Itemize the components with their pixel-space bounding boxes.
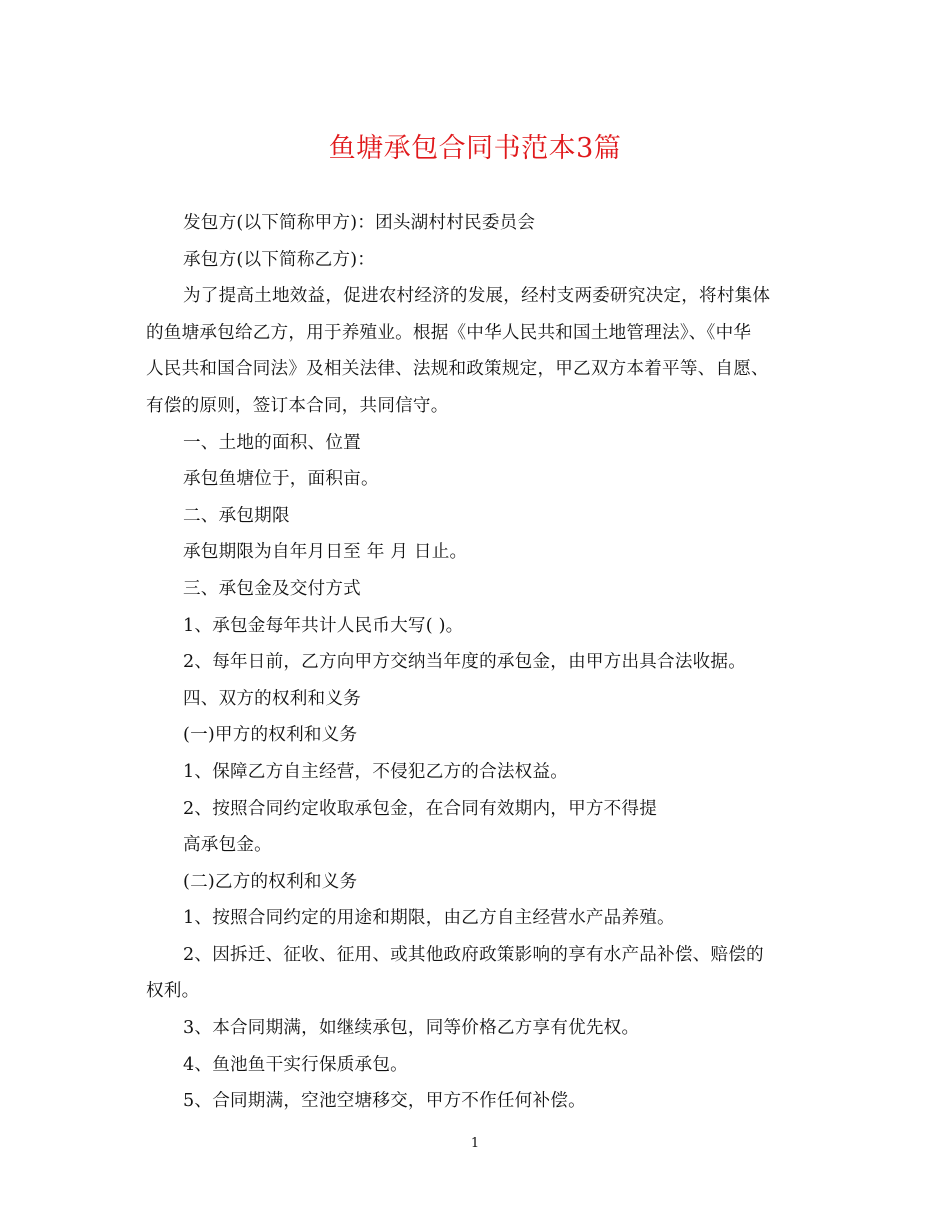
- body-line: 1、按照合同约定的用途和期限，由乙方自主经营水产品养殖。: [183, 908, 675, 929]
- body-line: 二、承包期限: [183, 505, 290, 526]
- body-line: 三、承包金及交付方式: [183, 578, 361, 599]
- body-line: 2、因拆迁、征收、征用、或其他政府政策影响的享有水产品补偿、赔偿的: [183, 944, 764, 965]
- body-line: 5、合同期满，空池空塘移交，甲方不作任何补偿。: [183, 1091, 586, 1112]
- body-line: 的鱼塘承包给乙方，用于养殖业。根据《中华人民共和国土地管理法》、《中华: [146, 322, 752, 343]
- body-line: 4、鱼池鱼干实行保质承包。: [183, 1054, 408, 1075]
- body-line: 1、承包金每年共计人民币大写( )。: [183, 615, 464, 636]
- body-line: 高承包金。: [183, 835, 272, 856]
- body-line: 四、双方的权利和义务: [183, 688, 361, 709]
- body-line: 为了提高土地效益，促进农村经济的发展，经村支两委研究决定，将村集体: [183, 286, 771, 307]
- body-line: (一)甲方的权利和义务: [183, 725, 358, 746]
- body-line: 2、按照合同约定收取承包金，在合同有效期内，甲方不得提: [183, 798, 658, 819]
- body-line: 人民共和国合同法》及相关法律、法规和政策规定，甲乙双方本着平等、自愿、: [146, 359, 769, 380]
- body-line: 3、本合同期满，如继续承包，同等价格乙方享有优先权。: [183, 1018, 640, 1039]
- body-line: 1、保障乙方自主经营，不侵犯乙方的合法权益。: [183, 761, 569, 782]
- body-line: 一、土地的面积、位置: [183, 432, 361, 453]
- body-line: 承包期限为自年月日至 年 月 日止。: [183, 542, 468, 563]
- page-number: 1: [470, 1136, 480, 1151]
- document-body: [146, 205, 806, 1120]
- body-line: 权利。: [146, 981, 200, 1002]
- body-line: 2、每年日前，乙方向甲方交纳当年度的承包金，由甲方出具合法收据。: [183, 652, 747, 673]
- body-line: (二)乙方的权利和义务: [183, 871, 358, 892]
- document-title: 鱼塘承包合同书范本3篇: [328, 133, 622, 164]
- body-line: 承包鱼塘位于，面积亩。: [183, 469, 379, 490]
- body-line: 有偿的原则，签订本合同，共同信守。: [146, 395, 449, 416]
- body-line: 发包方(以下简称甲方)：团头湖村村民委员会: [183, 213, 536, 233]
- body-line: 承包方(以下简称乙方)：: [183, 249, 376, 270]
